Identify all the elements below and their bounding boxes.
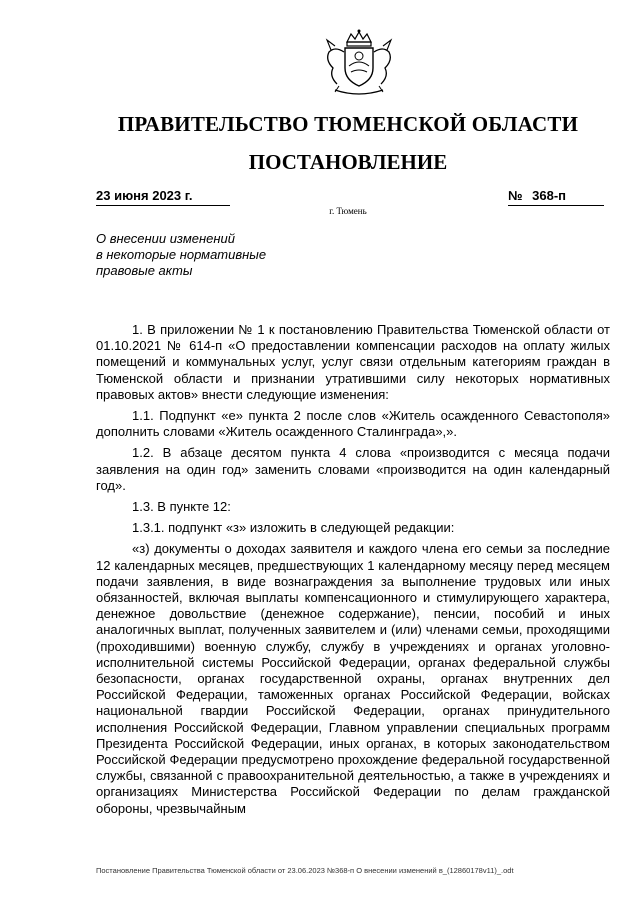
paragraph-1: 1. В приложении № 1 к постановлению Правительства Тюменской области от 01.10.2021 № 614-п «О предоставлении компенсации расходов на оплату жилых помещений и коммунальных услуг, услуг связи отдельным категориям граждан в Тюменской области и признании утратившими силу некоторых нормативных правовых актов» внести следующие изменения: (96, 322, 610, 402)
document-type: ПОСТАНОВЛЕНИЕ (248, 150, 448, 174)
paragraph-1-2: 1.2. В абзаце десятом пункта 4 слова «производится с месяца подачи заявления на один год» заменить словами «производится на один календарный год». (96, 445, 610, 493)
paragraph-subitem-z: «з) документы о доходах заявителя и каждого члена его семьи за последние 12 календарных месяцев, предшествующих 1 календарному месяцу перед месяцем подачи заявления, в виде вознаграждения за выполнение трудовых или иных обязанностей, включая выплаты компенсационного и стимулирующего характера, денежное довольствие (денежное содержание), пенсии, пособий и иных аналогичных выплат, полученных заявителем и (или) членами семьи, проходящими (проходившими) военную службу, службу в учреждениях и органах уголовно-исполнительной системы Российской Федерации, органах федеральной службы безопасности, органах государственной охраны, органах внутренних дел Российской Федерации, таможенных органах Российской Федерации, войсках национальной гвардии Российской Федерации, органах принудительного исполнения Российской Федерации, Главном управлении специальных программ Президента Российской Федерации, иных органах, в которых законодательством Российской Федерации предусмотрено прохождение федеральной государственной службы, связанной с правоохранительной деятельностью, а также в учреждениях и организациях Министерства Российской Федерации по делам гражданской обороны, чрезвычайным (96, 541, 610, 816)
government-title: ПРАВИТЕЛЬСТВО ТЮМЕНСКОЙ ОБЛАСТИ (117, 112, 579, 136)
paragraph-1-1: 1.1. Подпункт «е» пункта 2 после слов «Житель осажденного Севастополя» дополнить словами «Житель осажденного Сталинграда»,». (96, 408, 610, 440)
document-footer: Постановление Правительства Тюменской области от 23.06.2023 №368-п О внесении изменений в_(12860178v11)_.odt (96, 866, 514, 875)
paragraph-1-3: 1.3. В пункте 12: (132, 499, 231, 515)
subject-line: О внесении изменений (96, 231, 235, 246)
subject-line: правовые акты (96, 263, 193, 278)
coat-of-arms-icon (311, 28, 401, 100)
paragraph-1-3-1: 1.3.1. подпункт «з» изложить в следующей редакции: (132, 520, 455, 536)
document-body (96, 322, 610, 817)
document-subject (96, 231, 296, 279)
subject-line: в некоторые нормативные (96, 247, 267, 262)
number-value: 368-п (532, 188, 566, 203)
document-date: 23 июня 2023 г. (96, 188, 230, 206)
number-sign: № (508, 188, 523, 203)
document-city: г. Тюмень (329, 206, 367, 216)
document-number (508, 188, 604, 206)
